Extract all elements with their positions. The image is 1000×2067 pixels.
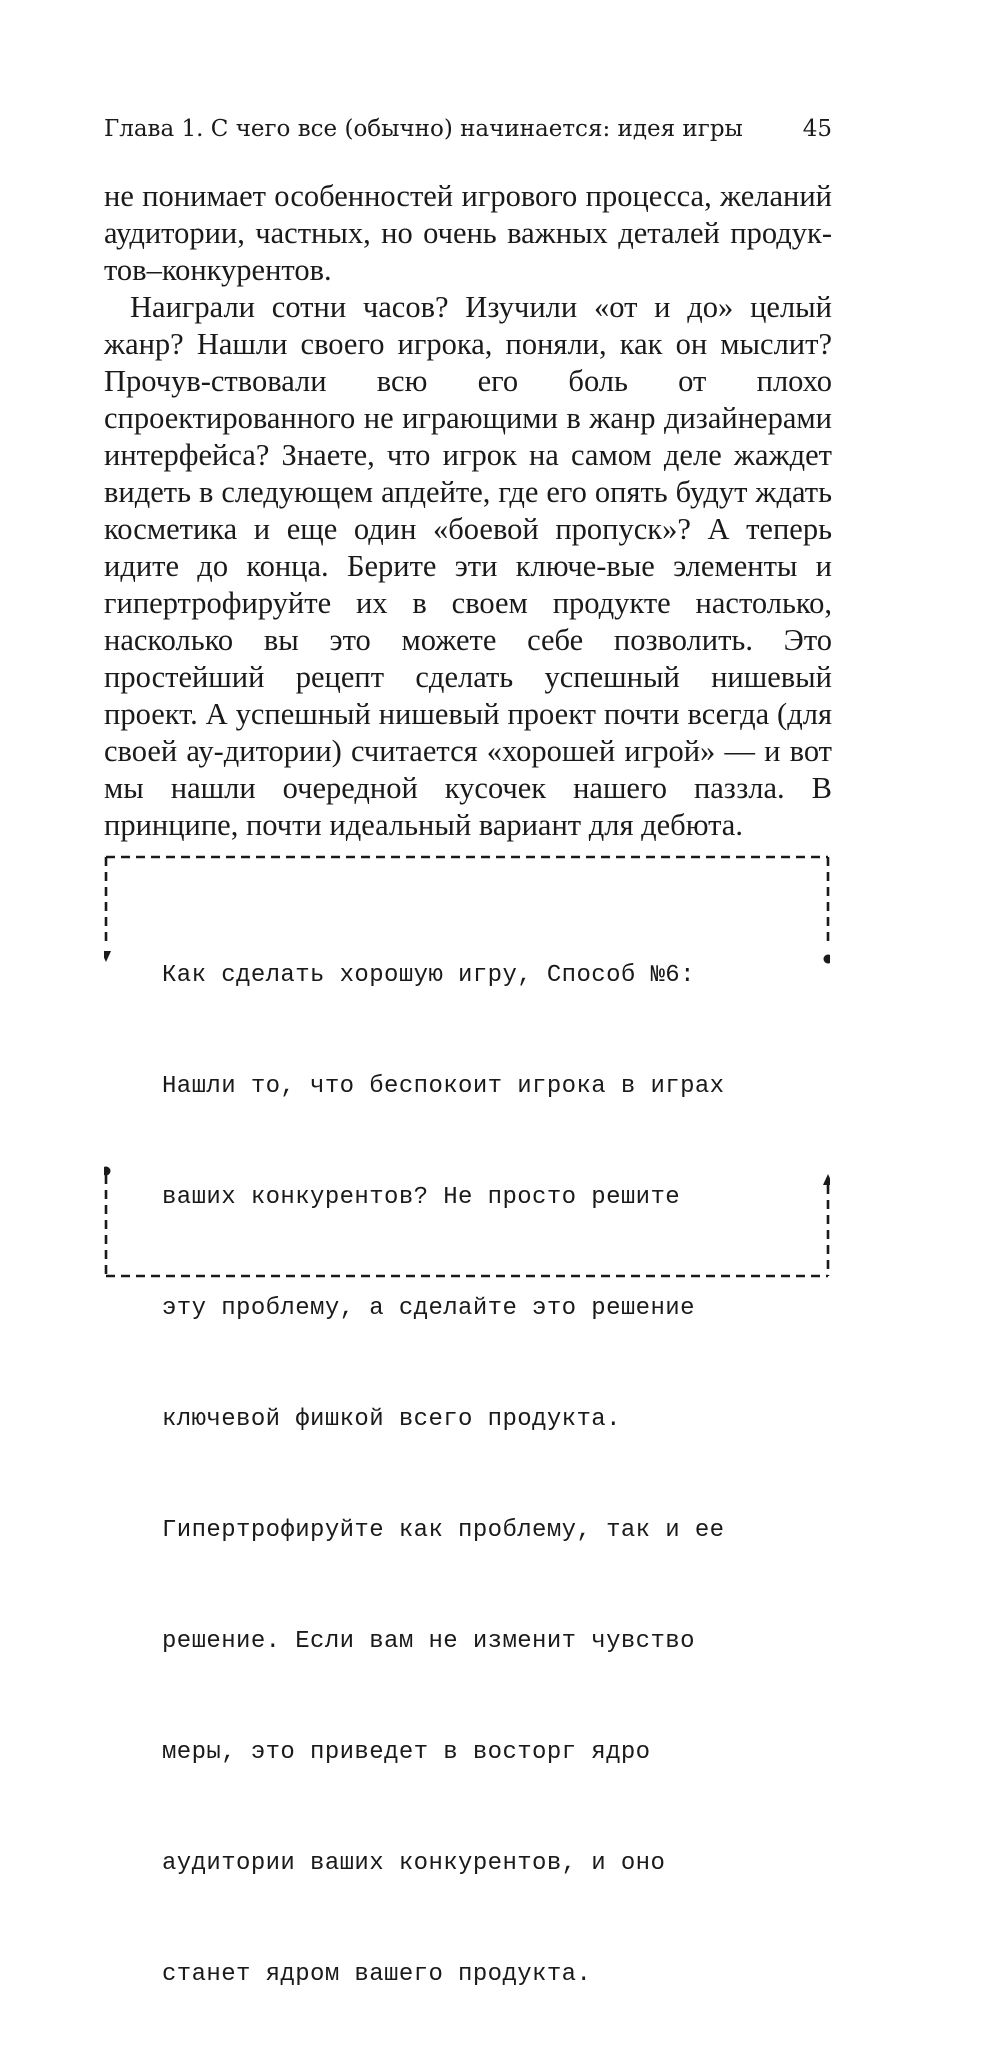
callout-line: ключевой фишкой всего продукта. <box>162 1406 621 1433</box>
callout-line: эту проблему, а сделайте это решение <box>162 1295 695 1322</box>
body-text <box>104 178 832 844</box>
arrow-up-icon <box>823 1174 830 1185</box>
arrow-down-icon <box>104 951 111 962</box>
dot-icon <box>824 955 831 964</box>
chapter-title: Глава 1. С чего все (обычно) начинается: идея игры <box>104 116 743 142</box>
page-number: 45 <box>802 116 832 142</box>
callout-line: меры, это приведет в восторг ядро <box>162 1739 651 1766</box>
callout-line: Гипертрофируйте как проблему, так и ее <box>162 1517 725 1544</box>
callout-text <box>162 883 802 2067</box>
dot-icon <box>104 1167 111 1176</box>
paragraph: не понимает особенностей игрового процесса, желаний аудитории, частных, но очень важных деталей продук-тов–конкурентов. <box>104 179 832 287</box>
callout-line: Нашли то, что беспокоит игрока в играх <box>162 1073 725 1100</box>
tip-callout-box <box>104 855 830 1988</box>
callout-line: станет ядром вашего продукта. <box>162 1961 592 1988</box>
callout-line: ваших конкурентов? Не просто решите <box>162 1184 681 1211</box>
running-header <box>104 112 832 148</box>
callout-line: аудитории ваших конкурентов, и оно <box>162 1850 666 1877</box>
callout-line: Как сделать хорошую игру, Способ №6: <box>162 962 695 989</box>
callout-line: решение. Если вам не изменит чувство <box>162 1628 695 1655</box>
paragraph: Наиграли сотни часов? Изучили «от и до» целый жанр? Нашли своего игрока, поняли, как он мыслит? Прочув-ствовали всю его боль от плохо спроектированного не играющими в жанр дизайнерами интерфейса? Знаете, что игрок на самом деле жаждет видеть в следующем апдейте, где его опять будут ждать косметика и еще один «боевой пропуск»? А теперь идите до конца. Берите эти ключе-вые элементы и гипертрофируйте их в своем продукте настолько, насколько вы это можете себе позволить. Это простейший рецепт сделать успешный нишевый проект. А успешный нишевый проект почти всегда (для своей ау-дитории) считается «хорошей игрой» — и вот мы нашли очередной кусочек нашего паззла. В принципе, почти идеальный вариант для дебюта. <box>104 290 832 842</box>
